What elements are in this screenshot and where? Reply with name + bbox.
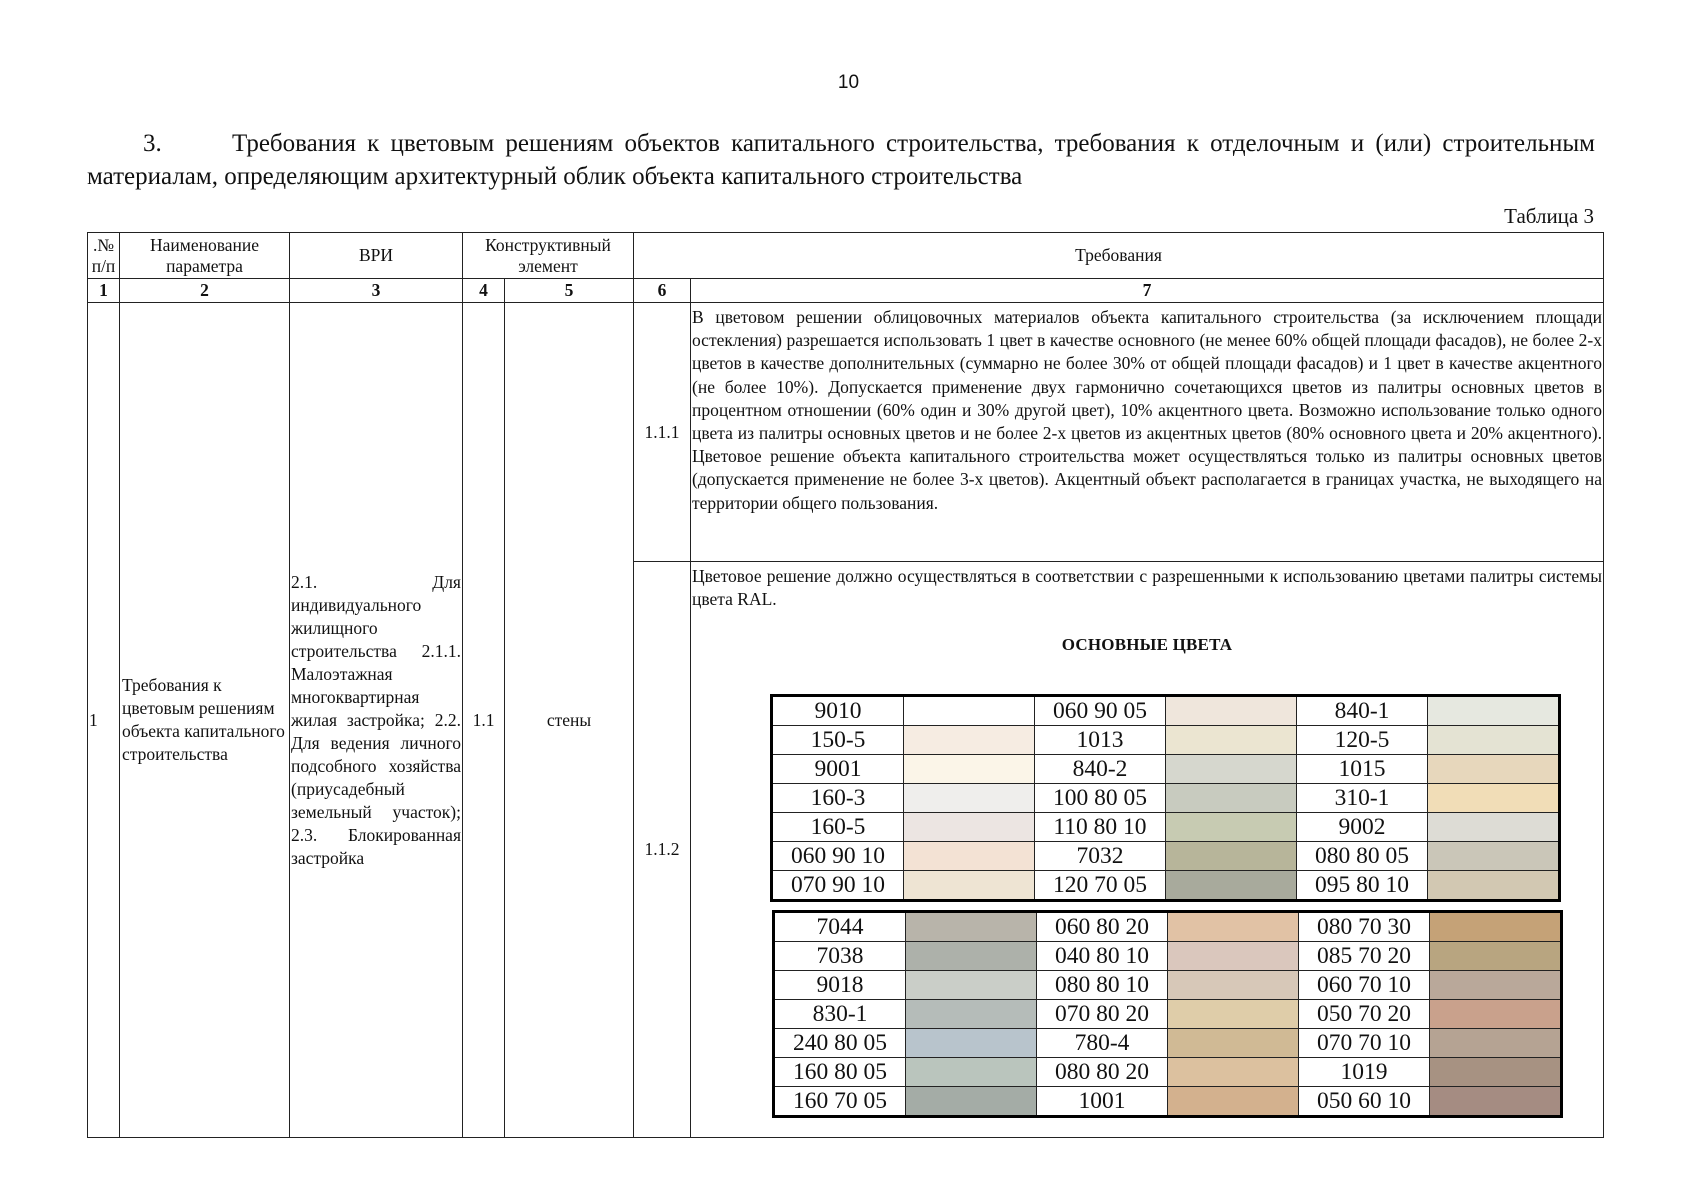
color-code: 9018 (774, 971, 906, 1000)
color-swatch (1166, 842, 1297, 871)
row-num: 1 (88, 303, 120, 1138)
color-code: 160 70 05 (774, 1087, 906, 1117)
requirements-table (87, 232, 1604, 1138)
requirement-cell-2 (691, 562, 1604, 1138)
color-swatch (1168, 1000, 1299, 1029)
color-swatch (904, 696, 1035, 726)
color-code: 085 70 20 (1299, 942, 1430, 971)
requirement-text-2: Цветовое решение должно осуществляться в соответствии с разрешенными к использованию цветами палитры системы цвета RAL. (692, 566, 1602, 609)
color-code: 830-1 (774, 1000, 906, 1029)
color-swatch (1166, 726, 1297, 755)
color-code: 1001 (1037, 1087, 1168, 1117)
color-code: 070 90 10 (772, 871, 904, 901)
table-row (88, 303, 1604, 562)
color-code: 080 70 30 (1299, 912, 1430, 942)
index-cell: 6 (634, 279, 691, 303)
color-swatch (1428, 842, 1560, 871)
color-swatch (904, 755, 1035, 784)
palette-row (774, 912, 1562, 942)
palette-row (772, 726, 1560, 755)
color-code: 080 80 05 (1297, 842, 1428, 871)
page-number: 10 (837, 72, 860, 93)
color-code: 1013 (1035, 726, 1166, 755)
color-code: 240 80 05 (774, 1029, 906, 1058)
color-swatch (904, 726, 1035, 755)
color-code: 070 70 10 (1299, 1029, 1430, 1058)
color-code: 150-5 (772, 726, 904, 755)
palette-table-2 (772, 910, 1563, 1118)
section-heading (87, 127, 1595, 193)
color-swatch (1430, 942, 1562, 971)
row-param: Требования к цветовым решениям объекта капитального строительства (120, 303, 290, 1138)
color-code: 9010 (772, 696, 904, 726)
palette-row (774, 1000, 1562, 1029)
color-code: 9002 (1297, 813, 1428, 842)
color-swatch (1428, 726, 1560, 755)
color-code: 120 70 05 (1035, 871, 1166, 901)
color-swatch (1166, 784, 1297, 813)
header-num: .№ п/п (88, 233, 120, 279)
color-code: 100 80 05 (1035, 784, 1166, 813)
index-cell: 4 (463, 279, 505, 303)
color-code: 840-1 (1297, 696, 1428, 726)
color-swatch (1166, 696, 1297, 726)
color-swatch (904, 842, 1035, 871)
color-swatch (1166, 755, 1297, 784)
section-title: Требования к цветовым решениям объектов капитального строительства, требования к отделочным и (или) строительным материалам, определяющим архитектурный облик объекта капитального строительства (87, 130, 1595, 190)
sub-code-2: 1.1.2 (634, 562, 691, 1138)
color-code: 060 80 20 (1037, 912, 1168, 942)
color-swatch (1430, 1058, 1562, 1087)
color-code: 780-4 (1037, 1029, 1168, 1058)
palette-row (772, 784, 1560, 813)
color-swatch (904, 784, 1035, 813)
color-swatch (906, 942, 1037, 971)
header-row (88, 233, 1604, 279)
color-swatch (906, 912, 1037, 942)
color-code: 160-3 (772, 784, 904, 813)
palette-title: ОСНОВНЫЕ ЦВЕТА (1061, 635, 1233, 654)
color-code: 060 70 10 (1299, 971, 1430, 1000)
color-code: 060 90 10 (772, 842, 904, 871)
color-code: 9001 (772, 755, 904, 784)
index-row (88, 279, 1604, 303)
color-code: 040 80 10 (1037, 942, 1168, 971)
section-number: 3. (143, 130, 162, 157)
color-code: 7038 (774, 942, 906, 971)
palette-row (772, 842, 1560, 871)
color-swatch (1430, 1029, 1562, 1058)
color-swatch (1168, 1058, 1299, 1087)
palette-row (774, 1029, 1562, 1058)
header-requirements: Требования (634, 233, 1604, 279)
color-swatch (1428, 755, 1560, 784)
color-code: 060 90 05 (1035, 696, 1166, 726)
color-code: 310-1 (1297, 784, 1428, 813)
palette-row (772, 871, 1560, 901)
color-swatch (904, 813, 1035, 842)
color-swatch (1166, 871, 1297, 901)
index-cell: 1 (88, 279, 120, 303)
header-element: Конструктивный элемент (463, 233, 634, 279)
color-swatch (1168, 942, 1299, 971)
color-swatch (1166, 813, 1297, 842)
color-code: 160 80 05 (774, 1058, 906, 1087)
palette-row (774, 1087, 1562, 1117)
color-swatch (906, 1000, 1037, 1029)
color-code: 080 80 20 (1037, 1058, 1168, 1087)
color-swatch (1168, 1029, 1299, 1058)
palette-row (772, 696, 1560, 726)
index-cell: 3 (290, 279, 463, 303)
table-caption: Таблица 3 (1504, 204, 1594, 228)
index-cell: 5 (505, 279, 634, 303)
color-swatch (906, 1087, 1037, 1117)
palette-row (774, 1058, 1562, 1087)
color-swatch (906, 971, 1037, 1000)
color-code: 070 80 20 (1037, 1000, 1168, 1029)
color-swatch (904, 871, 1035, 901)
color-swatch (1428, 813, 1560, 842)
color-swatch (1430, 1000, 1562, 1029)
color-code: 095 80 10 (1297, 871, 1428, 901)
color-code: 1015 (1297, 755, 1428, 784)
row-element-name: стены (505, 303, 634, 1138)
color-swatch (1430, 971, 1562, 1000)
color-swatch (906, 1058, 1037, 1087)
header-param: Наименование параметра (120, 233, 290, 279)
color-swatch (1168, 912, 1299, 942)
color-code: 160-5 (772, 813, 904, 842)
color-code: 7044 (774, 912, 906, 942)
color-swatch (906, 1029, 1037, 1058)
requirement-text-1: В цветовом решении облицовочных материалов объекта капитального строительства (за исключением площади остекления) разрешается использовать 1 цвет в качестве основного (не менее 60% общей площади фасадов), не более 2-х цветов в качестве дополнительных (суммарно не более 30% от общей площади фасадов) и 1 цвет в качестве акцентного (не более 10%). Допускается применение двух гармонично сочетающихся цветов из палитры основных цветов в процентном отношении (60% один и 30% другой цвет), 10% акцентного цвета. Возможно использование только одного цвета из палитры основных цветов и не более 2-х цветов из акцентных цветов (80% основного цвета и 20% акцентного). Цветовое решение объекта капитального строительства может осуществляться только из палитры основных цветов (допускается применение не более 3-х цветов). Акцентный объект располагается в границах участка, не выходящего на территории общего пользования. (691, 303, 1604, 562)
palette-row (774, 971, 1562, 1000)
row-element-code: 1.1 (463, 303, 505, 1138)
palette-row (772, 755, 1560, 784)
index-cell: 2 (120, 279, 290, 303)
color-code: 7032 (1035, 842, 1166, 871)
color-code: 110 80 10 (1035, 813, 1166, 842)
palette-table-1 (770, 694, 1561, 902)
color-code: 050 60 10 (1299, 1087, 1430, 1117)
color-code: 080 80 10 (1037, 971, 1168, 1000)
color-swatch (1428, 696, 1560, 726)
color-code: 840-2 (1035, 755, 1166, 784)
color-swatch (1168, 1087, 1299, 1117)
color-swatch (1428, 871, 1560, 901)
header-vri: ВРИ (290, 233, 463, 279)
palette-row (774, 942, 1562, 971)
sub-code-1: 1.1.1 (634, 303, 691, 562)
color-swatch (1430, 1087, 1562, 1117)
color-swatch (1430, 912, 1562, 942)
color-code: 1019 (1299, 1058, 1430, 1087)
row-vri: 2.1. Для индивидуального жилищного строительства 2.1.1. Малоэтажная многоквартирная жилая застройка; 2.2. Для ведения личного подсобного хозяйства (приусадебный земельный участок); 2.3. Блокированная застройка (290, 303, 463, 1138)
index-cell: 7 (691, 279, 1604, 303)
color-code: 120-5 (1297, 726, 1428, 755)
palette-row (772, 813, 1560, 842)
color-code: 050 70 20 (1299, 1000, 1430, 1029)
color-swatch (1428, 784, 1560, 813)
color-swatch (1168, 971, 1299, 1000)
